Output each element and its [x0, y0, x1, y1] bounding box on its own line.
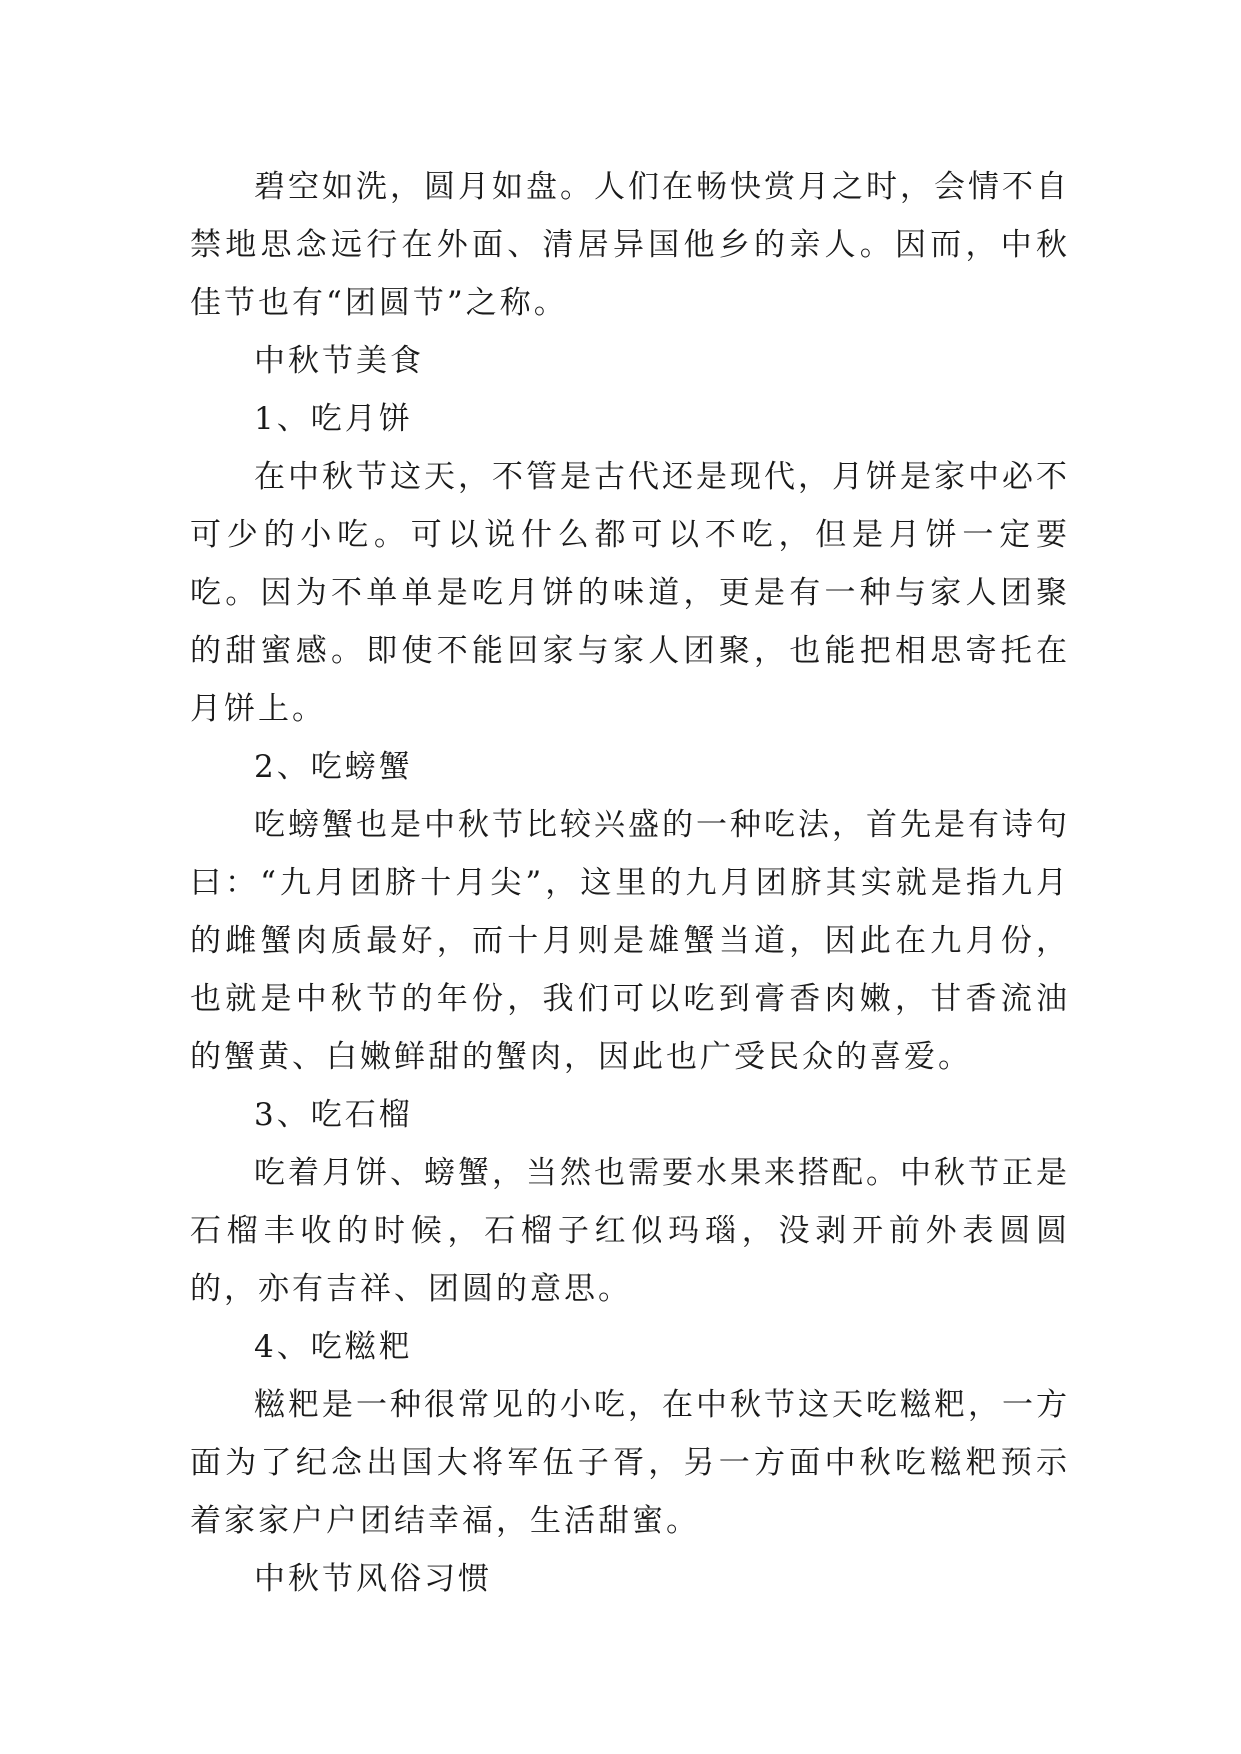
document-body [190, 158, 1070, 1608]
item4-paragraph: 糍粑是一种很常见的小吃，在中秋节这天吃糍粑，一方面为了纪念出国大将军伍子胥，另一方面中秋吃糍粑预示着家家户户团结幸福，生活甜蜜。 [190, 1387, 1070, 1539]
intro-paragraph: 碧空如洗，圆月如盘。人们在畅快赏月之时，会情不自禁地思念远行在外面、清居异国他乡的亲人。因而，中秋佳节也有“团圆节”之称。 [190, 169, 1070, 321]
item1-paragraph: 在中秋节这天，不管是古代还是现代，月饼是家中必不可少的小吃。可以说什么都可以不吃，但是月饼一定要吃。因为不单单是吃月饼的味道，更是有一种与家人团聚的甜蜜感。即使不能回家与家人团聚，也能把相思寄托在月饼上。 [190, 459, 1070, 727]
item4-title: 4、吃糍粑 [254, 1329, 413, 1365]
item3-title: 3、吃石榴 [254, 1097, 413, 1133]
item2-paragraph: 吃螃蟹也是中秋节比较兴盛的一种吃法，首先是有诗句曰：“九月团脐十月尖”，这里的九月团脐其实就是指九月的雌蟹肉质最好，而十月则是雄蟹当道，因此在九月份，也就是中秋节的年份，我们可以吃到膏香肉嫩，甘香流油的蟹黄、白嫩鲜甜的蟹肉，因此也广受民众的喜爱。 [190, 807, 1070, 1075]
customs-heading: 中秋节风俗习惯 [254, 1561, 492, 1597]
item1-title: 1、吃月饼 [254, 401, 413, 437]
item3-paragraph: 吃着月饼、螃蟹，当然也需要水果来搭配。中秋节正是石榴丰收的时候，石榴子红似玛瑙，没剥开前外表圆圆的，亦有吉祥、团圆的意思。 [190, 1155, 1070, 1307]
food-heading: 中秋节美食 [254, 343, 424, 379]
item2-title: 2、吃螃蟹 [254, 749, 413, 785]
